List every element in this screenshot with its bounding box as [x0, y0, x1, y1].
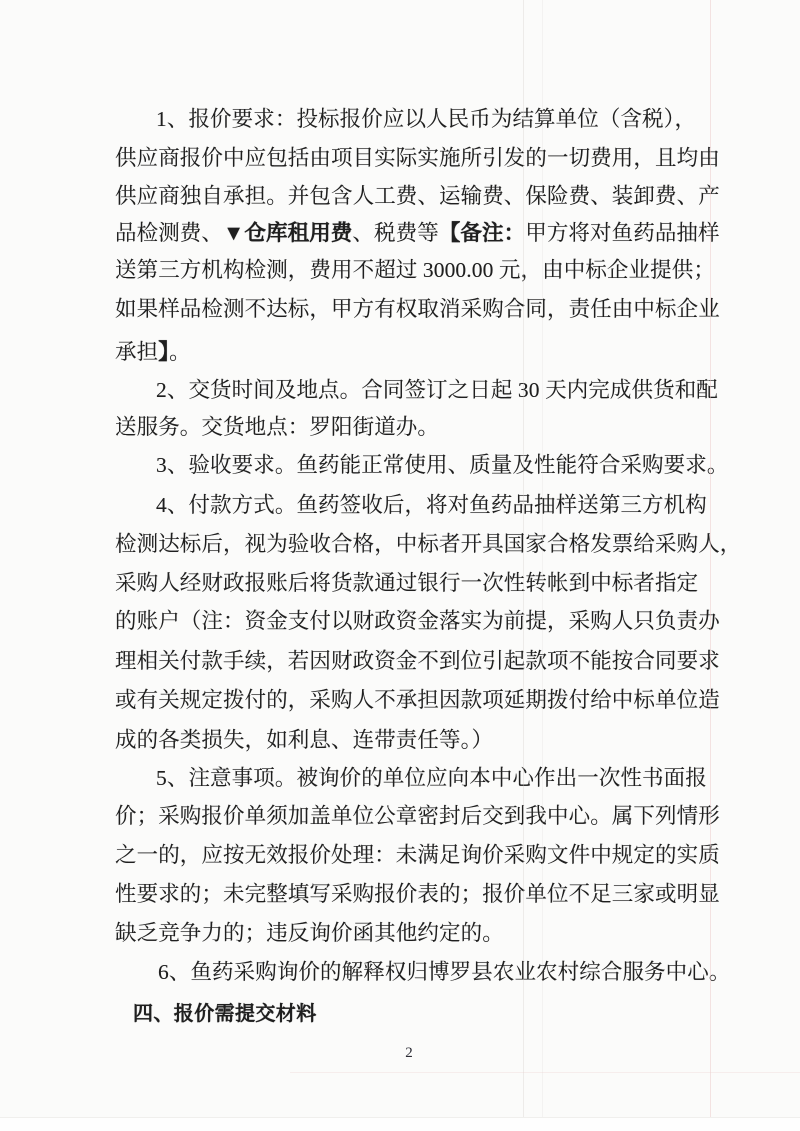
- scan-artifact-bottom-edge: [0, 1117, 800, 1131]
- text-line-19: [115, 803, 720, 829]
- text-line-22: [115, 920, 504, 946]
- bold-text-segment: ▼仓库租用费: [223, 221, 353, 245]
- text-line-23: [158, 959, 730, 985]
- text-segment: 品检测费、: [115, 221, 224, 245]
- text-segment: 供应商独自承担。并包含人工费、运输费、保险费、装卸费、产: [115, 184, 720, 208]
- page-number: 2: [405, 1045, 413, 1061]
- text-segment: 6、鱼药采购询价的解释权归博罗县农业农村综合服务中心。: [158, 960, 731, 984]
- text-segment: 送服务。交货地点：罗阳街道办。: [115, 415, 440, 439]
- text-line-17: [115, 727, 493, 753]
- text-line-11: [156, 492, 707, 518]
- text-segment: 成的各类损失，如利息、连带责任等。）: [115, 728, 494, 752]
- text-line-1: [156, 106, 696, 132]
- text-segment: 理相关付款手续，若因财政资金不到位引起款项不能按合同要求: [115, 649, 720, 673]
- text-line-16: [115, 687, 720, 713]
- bold-text-segment: 四、报价需提交材料: [133, 1003, 317, 1025]
- text-line-3: [115, 183, 720, 209]
- text-line-15: [115, 648, 720, 674]
- text-segment: 3、验收要求。鱼药能正常使用、质量及性能符合采购要求。: [156, 453, 729, 477]
- text-line-7: [115, 339, 191, 365]
- text-segment: 承担: [115, 340, 159, 364]
- text-line-12: [115, 531, 741, 557]
- section-heading: [133, 1001, 317, 1027]
- text-segment: 检测达标后，视为验收合格，中标者开具国家合格发票给采购人，: [115, 532, 742, 556]
- bold-text-segment: 【备注：: [438, 221, 526, 245]
- text-segment: 性要求的；未完整填写采购报价表的；报价单位不足三家或明显: [115, 882, 720, 906]
- text-line-14: [115, 608, 720, 634]
- bold-text-segment: 】: [158, 340, 170, 364]
- text-line-9: [115, 414, 439, 440]
- text-line-13: [115, 570, 698, 596]
- text-line-2: [115, 145, 720, 171]
- text-line-5: [115, 257, 715, 283]
- scan-artifact-horizontal-line: [290, 1072, 800, 1073]
- text-segment: 1、报价要求：投标报价应以人民币为结算单位（含税），: [156, 107, 697, 131]
- text-line-20: [115, 842, 720, 868]
- text-segment: 送第三方机构检测，费用不超过 3000.00 元，由中标企业提供；: [115, 258, 715, 282]
- text-line-10: [156, 452, 728, 478]
- text-segment: 价；采购报价单须加盖单位公章密封后交到我中心。属下列情形: [115, 804, 720, 828]
- text-segment: 或有关规定拨付的，采购人不承担因款项延期拨付给中标单位造: [115, 688, 720, 712]
- text-line-4: [115, 220, 720, 246]
- text-line-21: [115, 881, 720, 907]
- text-segment: 的账户（注：资金支付以财政资金落实为前提，采购人只负责办: [115, 609, 720, 633]
- text-segment: 采购人经财政报账后将货款通过银行一次性转帐到中标者指定: [115, 571, 699, 595]
- text-segment: 。: [169, 340, 191, 364]
- text-line-18: [156, 765, 707, 791]
- text-segment: 缺乏竞争力的；违反询价函其他约定的。: [115, 921, 504, 945]
- text-segment: 、税费等: [352, 221, 439, 245]
- text-segment: 如果样品检测不达标，甲方有权取消采购合同，责任由中标企业: [115, 297, 720, 321]
- text-line-8: [156, 377, 718, 403]
- text-segment: 2、交货时间及地点。合同签订之日起 30 天内完成供货和配: [156, 378, 718, 402]
- text-segment: 5、注意事项。被询价的单位应向本中心作出一次性书面报: [156, 766, 707, 790]
- text-segment: 之一的，应按无效报价处理：未满足询价采购文件中规定的实质: [115, 843, 720, 867]
- text-line-6: [115, 296, 720, 322]
- text-segment: 甲方将对鱼药品抽样: [525, 221, 720, 245]
- text-segment: 供应商报价中应包括由项目实际实施所引发的一切费用，且均由: [115, 146, 720, 170]
- text-segment: 4、付款方式。鱼药签收后，将对鱼药品抽样送第三方机构: [156, 493, 707, 517]
